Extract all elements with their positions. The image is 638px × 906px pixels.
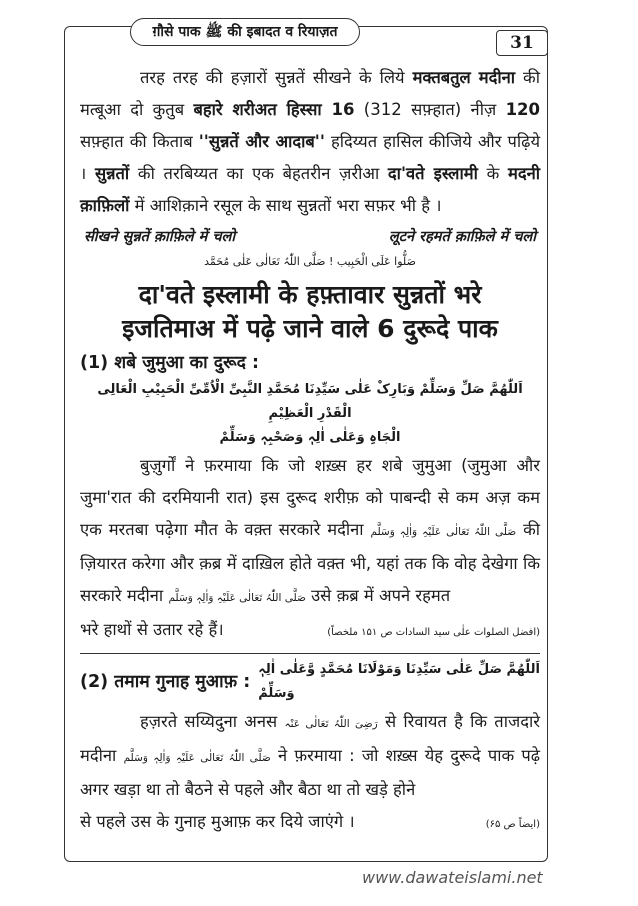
s1-body: बुज़ुर्गों ने फ़रमाया कि जो शख़्स हर शबे जुमुआ (जुमुआ और जुमा'रात की दरमियानी रात) इस दुरूद शरीफ़ को पाबन्दी से कम अज़ कम एक मरतबा पढ़ेगा मौत के वक़्त सरकारे मदीना صَلَّی اللّٰہُ تَعَالٰی عَلَیْہِ وَاٰلِہٖ وَسَلَّم की ज़ियारत करेगा और क़ब्र में दाख़िल होते वक़्त भी, यहां तक कि वोह देखेगा कि सरकारे मदीना صَلَّی اللّٰہُ تَعَالٰی عَلَیْہِ وَاٰلِہٖ وَسَلَّم उसे क़ब्र में अपने रहमत: [80, 456, 541, 605]
s2-end-row: [80, 806, 540, 841]
salla-phrase: صَلَّی اللّٰہُ تَعَالٰی عَلَیْہِ وَاٰلِہٖ وَسَلَّم: [370, 526, 517, 538]
salla-phrase: صَلَّی اللّٰہُ تَعَالٰی عَلَیْہِ وَاٰلِہٖ وَسَلَّم: [168, 592, 306, 604]
page-number: 31: [496, 30, 548, 56]
s1-arabic-line-2: الْجَاہِ وَعَلٰی اٰلِہٖ وَصَحْبِہٖ وَسَلِّمْ: [219, 430, 401, 445]
s2-heading: (2) तमाम गुनाह मुआफ़ :: [80, 672, 251, 692]
s2-body: हज़रते सय्यिदुना अनस رَضِیَ اللّٰہُ تَعَالٰی عَنْہ से रिवायत है कि ताजदारे मदीना صَلَّی اللّٰہُ تَعَالٰی عَلَیْہِ وَاٰلِہٖ وَسَلَّم ने फ़रमाया : जो शख़्स येह दुरूदे पाक पढ़े अगर खड़ा था तो बैठने से पहले और बैठा था तो खड़े होने: [80, 712, 541, 799]
s2-last-line: से पहले उस के गुनाह मुआफ़ कर दिये जाएंगे ।: [80, 812, 355, 831]
section-title: [80, 278, 540, 346]
title-line-2: इजतिमाअ में पढ़े जाने वाले 6 दुरूदे पाक: [122, 314, 498, 343]
slogans: [80, 224, 540, 250]
s1-last-line: भरे हाथों से उतार रहे हैं।: [80, 620, 224, 639]
slogan-left: सीखने सुन्नतें क़ाफ़िले में चलो: [84, 229, 236, 245]
divider: [80, 653, 540, 654]
footer-url: www.dawateislami.net: [362, 868, 543, 887]
radi-phrase: رَضِیَ اللّٰہُ تَعَالٰی عَنْہ: [284, 718, 378, 730]
s2-heading-row: [80, 658, 540, 706]
s1-end-row: [80, 614, 540, 649]
s2-reference: (ایضاً ص ۶۵): [485, 819, 540, 830]
s1-arabic-line-1: اَللّٰھُمَّ صَلِّ وَسَلِّمْ وَبَارِکْ عَلٰی سَیِّدِنَا مُحَمَّدِ النَّبِیِّ الْاُمِّیِّ الْحَبِیْبِ الْعَالِی الْقَدْرِ الْعَظِیْمِ: [97, 382, 523, 421]
s1-reference: (افضل الصلوات علٰی سید السادات ص ۱۵۱ ملخصاً): [327, 627, 540, 638]
intro-paragraph: तरह तरह की हज़ारों सुन्नतें सीखने के लिये मक्तबतुल मदीना की मत्बूआ दो कुतुब बहारे शरीअत हिस्सा 16 (312 सफ़्हात) नीज़ 120 सफ़्हात की किताब ''सुन्नतें और आदाब'' हदिय्यत हासिल कीजिये और पढ़िये । सुन्नतों की तरबिय्यत का एक बेहतरीन ज़रीआ दा'वते इस्लामी के मदनी क़ाफ़िलों में आशिक़ाने रसूल के साथ सुन्नतों भरा सफ़र भी है ।: [80, 68, 541, 215]
salla-phrase: صَلَّی اللّٰہُ تَعَالٰی عَلَیْہِ وَاٰلِہٖ وَسَلَّم: [123, 752, 271, 764]
title-line-1: दा'वते इस्लामी के हफ़्तावार सुन्नतों भरे: [138, 280, 482, 309]
s1-heading: (1) शबे जुमुआ का दुरूद :: [80, 353, 260, 373]
s2-arabic: اَللّٰھُمَّ صَلِّ عَلٰی سَیِّدِنَا وَمَوْلَانَا مُحَمَّدٍ وَّعَلٰی اٰلِہٖ وَسَلِّمْ: [258, 662, 540, 701]
running-header: ग़ौसे पाक ﷺ की इबादत व रियाज़त: [130, 18, 360, 46]
salutation: صَلُّوا عَلَی الْحَبِیب ! صَلَّی اللّٰہُ تَعَالٰی عَلٰی مُحَمَّد: [204, 255, 416, 268]
slogan-right: लूटने रहमतें क़ाफ़िले में चलो: [388, 229, 536, 245]
page-content: [80, 62, 540, 841]
